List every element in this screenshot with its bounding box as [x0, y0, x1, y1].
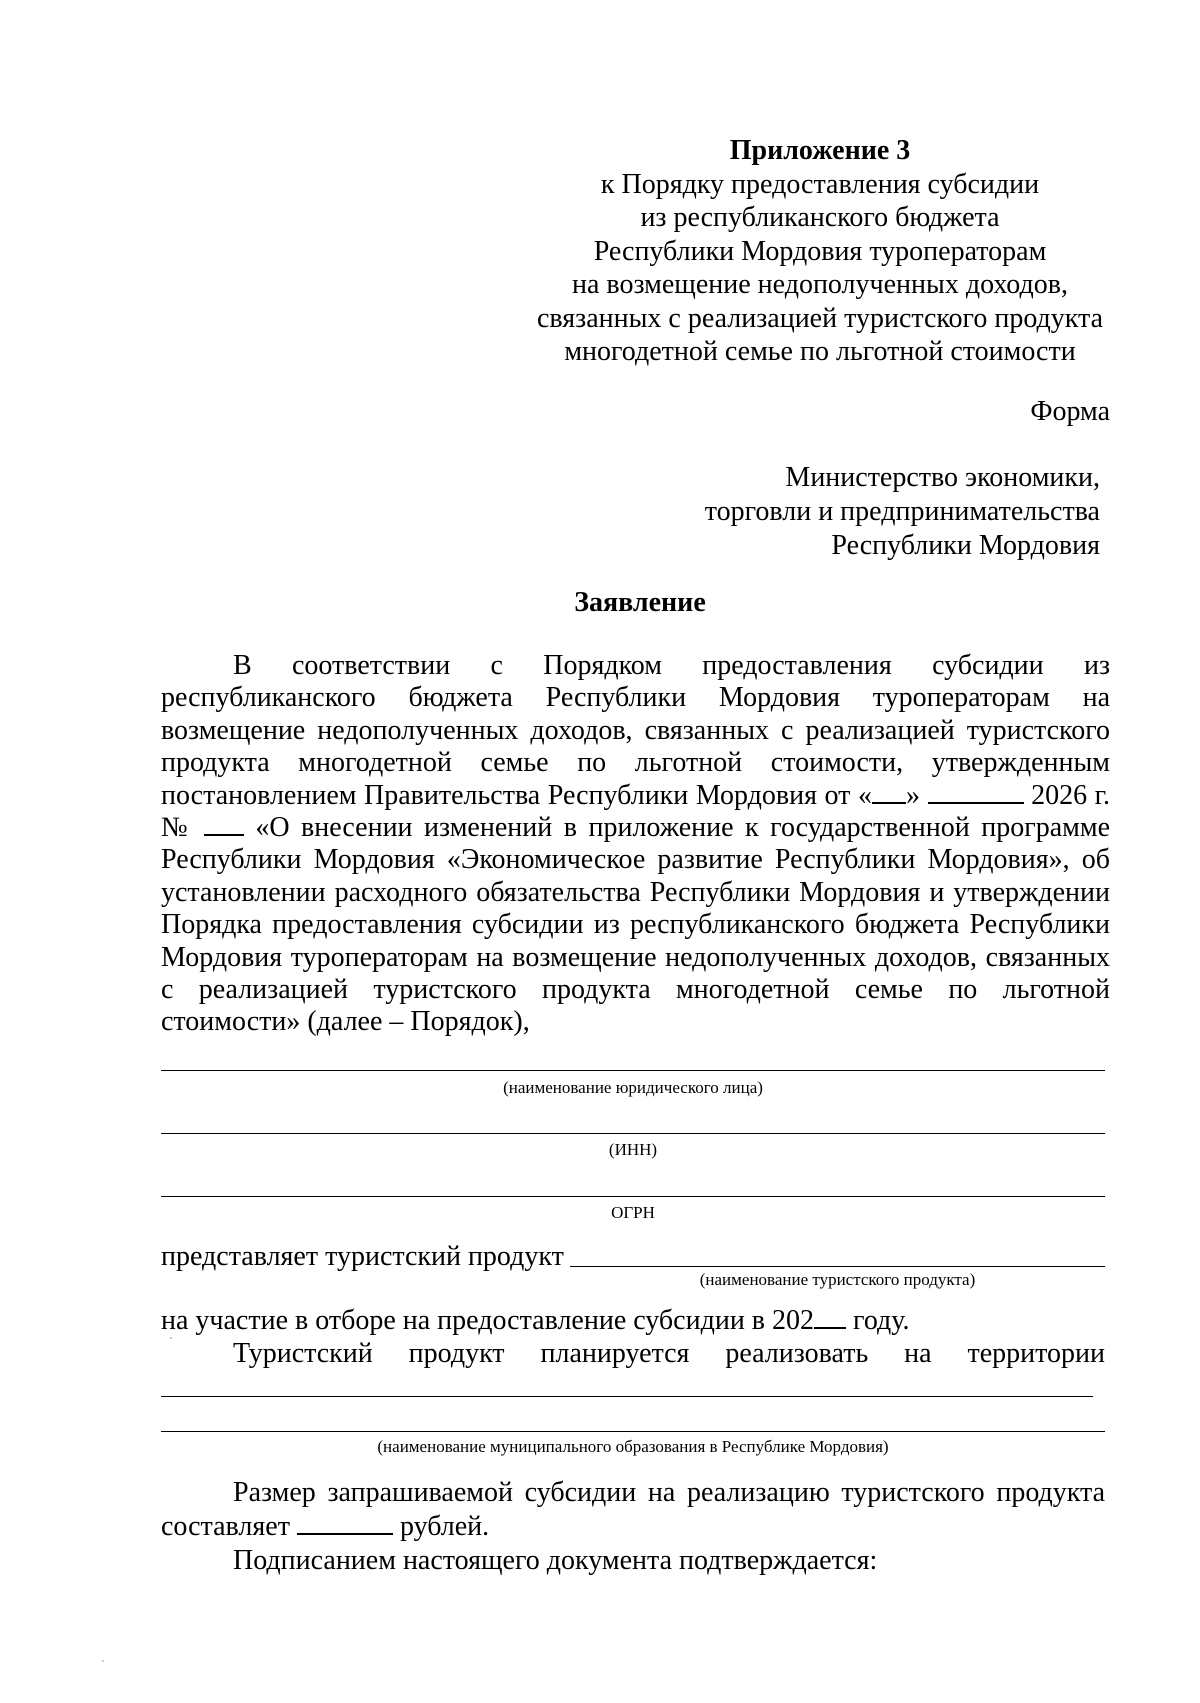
appendix-line: на возмещение недополученных доходов,: [572, 269, 1068, 300]
appendix-line: Республики Мордовия туроператорам: [593, 235, 1047, 267]
month-blank[interactable]: [928, 780, 1024, 804]
territory-word: планируется: [540, 1338, 690, 1369]
body-paragraph: [161, 650, 1110, 1039]
amount-blank[interactable]: [297, 1511, 393, 1535]
scan-speck: [102, 1660, 104, 1662]
municipality-caption: (наименование муниципального образования в Республике Мордовия): [377, 1437, 889, 1456]
legal-entity-caption: (наименование юридического лица): [503, 1078, 763, 1097]
ogrn-line[interactable]: [161, 1196, 1105, 1197]
addressee-line: Министерство экономики,: [785, 462, 1100, 493]
subsidy-line-1: [233, 1476, 1105, 1509]
territory-word: реализовать: [725, 1338, 869, 1369]
tour-product-prefix: представляет туристский продукт: [161, 1241, 564, 1272]
year-blank[interactable]: [814, 1305, 846, 1329]
territory-line: [233, 1337, 1105, 1370]
tour-product-line[interactable]: [570, 1266, 1105, 1267]
scan-speck: [170, 1337, 172, 1339]
inn-caption: (ИНН): [608, 1140, 658, 1159]
body-text: «О внесении изменений в приложение к государственной программе Республики Мордовия «Экономическое развитие Республики Мордовия», об установлении расходного обязательства Республики Мордовия и утверждении Порядка предоставления субсидии из республиканского бюджета Республики Мордовия туроператорам на возмещение недополученных доходов, связанных с реализацией туристского продукта многодетной семье по льготной стоимости» (далее – Порядок),: [161, 812, 1111, 1038]
form-label: Форма: [1030, 396, 1110, 427]
subsidy-text-b: рублей.: [399, 1511, 490, 1542]
decree-number-blank[interactable]: [204, 812, 244, 836]
appendix-line: многодетной семье по льготной стоимости: [564, 336, 1076, 367]
subsidy-text: Размер запрашиваемой субсидии на реализацию туристского продукта: [233, 1477, 1105, 1508]
selection-text-a: на участие в отборе на предоставление субсидии в 202: [161, 1305, 815, 1336]
tour-product-caption: (наименование туристского продукта): [699, 1270, 976, 1289]
appendix-line: к Порядку предоставления субсидии: [600, 168, 1040, 200]
day-blank[interactable]: [872, 780, 906, 804]
addressee-line: Республики Мордовия: [831, 530, 1100, 561]
selection-text: [161, 1304, 909, 1337]
document-title: Заявление: [574, 587, 706, 618]
addressee-block: [680, 461, 1100, 563]
subsidy-line-2: [161, 1510, 489, 1543]
appendix-line: связанных с реализацией туристского продукта: [536, 302, 1104, 334]
territory-word: на: [904, 1338, 932, 1369]
appendix-title: Приложение 3: [729, 135, 911, 166]
body-text: »: [905, 779, 920, 811]
territory-word: территории: [967, 1338, 1105, 1369]
inn-line[interactable]: [161, 1133, 1105, 1134]
territory-word: Туристский: [233, 1338, 373, 1369]
appendix-line: из республиканского бюджета: [640, 202, 1000, 233]
ogrn-caption: ОГРН: [611, 1203, 655, 1222]
confirmation-text: Подписанием настоящего документа подтверждается:: [233, 1545, 878, 1576]
body-text: 2026 г. №: [161, 779, 1110, 844]
addressee-line: торговли и предпринимательства: [704, 496, 1100, 527]
body-text: В соответствии с Порядком предоставления субсидии из республиканского бюджета Республики Мордовия туроператорам на возмещение недополученных доходов, связанных с реализацией туристского продукта многодетной семье по льготной стоимости, утвержденным постановлением Правительства Республики Мордовия от «: [161, 650, 1110, 811]
subsidy-text-a: составляет: [161, 1511, 290, 1542]
territory-word: продукт: [408, 1338, 505, 1369]
selection-text-b: году.: [853, 1305, 910, 1336]
appendix-header: [520, 134, 1120, 369]
territory-fill-line-2[interactable]: [161, 1431, 1105, 1432]
territory-fill-line-1[interactable]: [161, 1396, 1093, 1397]
legal-entity-line[interactable]: [161, 1070, 1105, 1071]
